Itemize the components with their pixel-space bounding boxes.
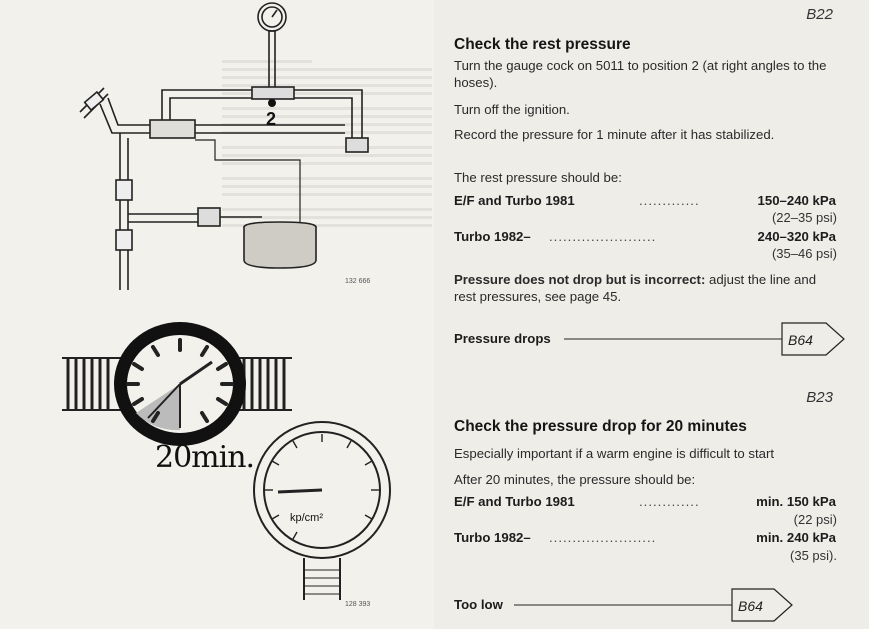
spec-value: 240–320 kPa bbox=[757, 229, 836, 244]
spec-label: E/F and Turbo 1981 bbox=[454, 494, 575, 509]
arrow-target-label: B64 bbox=[738, 598, 763, 614]
leader-dots: ....................... bbox=[549, 229, 657, 244]
leader-dots: ............. bbox=[639, 193, 700, 208]
right-page bbox=[434, 0, 869, 629]
section-number-b22: B22 bbox=[806, 6, 833, 23]
arrow-to-b64[interactable] bbox=[514, 588, 814, 624]
branch-label-pressure-drops: Pressure drops bbox=[454, 331, 551, 346]
note-rest: adjust the line and rest pressures, see page 45. bbox=[454, 272, 817, 304]
rest-pressure-intro: The rest pressure should be: bbox=[454, 170, 622, 185]
spec-label: E/F and Turbo 1981 bbox=[454, 193, 575, 208]
spec-label: Turbo 1982– bbox=[454, 229, 531, 244]
branch-label-too-low: Too low bbox=[454, 597, 503, 612]
spec-value: min. 150 kPa bbox=[756, 494, 836, 509]
figure-caption-2: 128 393 bbox=[345, 601, 371, 608]
note-bold: Pressure does not drop but is incorrect: bbox=[454, 272, 706, 287]
spec-value: 150–240 kPa bbox=[757, 193, 836, 208]
figure-caption-1: 132 666 bbox=[345, 278, 371, 285]
arrow-target-label: B64 bbox=[788, 332, 813, 348]
left-page bbox=[0, 0, 434, 629]
heading-pressure-drop-20min: Check the pressure drop for 20 minutes bbox=[454, 418, 747, 435]
gauge-unit-label: kp/cm² bbox=[290, 512, 323, 524]
step-ignition-off: Turn off the ignition. bbox=[454, 102, 570, 117]
leader-dots: ....................... bbox=[549, 530, 657, 545]
b23-after-20-min: After 20 minutes, the pressure should be: bbox=[454, 472, 696, 487]
section-number-b23: B23 bbox=[806, 389, 833, 406]
step-gauge-cock: Turn the gauge cock on 5011 to position 2 (at right angles to the hoses). bbox=[454, 58, 827, 90]
heading-check-rest-pressure: Check the rest pressure bbox=[454, 36, 631, 53]
spec-label: Turbo 1982– bbox=[454, 530, 531, 545]
gauge-position-marker: 2 bbox=[266, 109, 277, 129]
spec-value: min. 240 kPa bbox=[756, 530, 836, 545]
note-pressure-incorrect bbox=[454, 271, 834, 305]
spec-sub-psi: (35 psi). bbox=[790, 548, 837, 563]
step-record-pressure: Record the pressure for 1 minute after it has stabilized. bbox=[454, 127, 775, 142]
spec-sub-psi: (22–35 psi) bbox=[771, 210, 837, 225]
watch-duration-label: 20min. bbox=[155, 440, 255, 475]
leader-dots: ............. bbox=[639, 494, 700, 509]
arrow-to-b64[interactable] bbox=[564, 322, 864, 358]
fuel-pressure-hose-diagram bbox=[0, 0, 420, 300]
pressure-gauge-illustration bbox=[240, 420, 420, 620]
spec-sub-psi: (35–46 psi) bbox=[771, 246, 837, 261]
spec-sub-psi: (22 psi) bbox=[793, 512, 837, 527]
b23-note-warm-engine: Especially important if a warm engine is difficult to start bbox=[454, 446, 775, 461]
